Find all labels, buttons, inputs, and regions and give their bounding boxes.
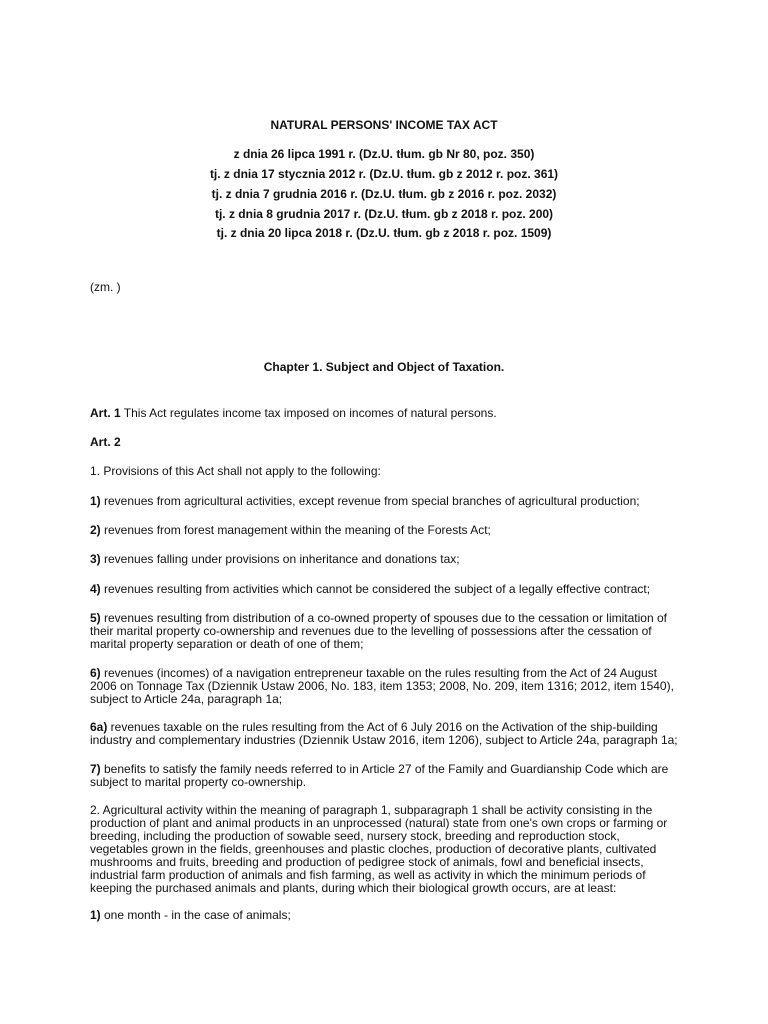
item-number: 7) bbox=[90, 762, 101, 776]
chapter-title: Chapter 1. Subject and Object of Taxation. bbox=[263, 360, 505, 374]
list-item bbox=[90, 495, 680, 508]
list-item bbox=[90, 612, 680, 651]
item-text: revenues taxable on the rules resulting from the Act of 6 July 2016 on the Activation of the ship-building industry and complementary industries (Dziennik Ustaw 2016, item 1206), subject to Article 24a, paragraph 1a; bbox=[90, 720, 678, 747]
article-2-label: Art. 2 bbox=[90, 435, 121, 449]
article-text: This Act regulates income tax imposed on incomes of natural persons. bbox=[120, 406, 497, 420]
article-label: Art. 1 bbox=[90, 406, 121, 420]
paragraph-1-intro: 1. Provisions of this Act shall not apply to the following: bbox=[90, 464, 381, 478]
list-item bbox=[90, 763, 680, 789]
item-text: benefits to satisfy the family needs referred to in Article 27 of the Family and Guardianship Code which are subject to marital property co-ownership. bbox=[90, 762, 669, 789]
item-text: one month - in the case of animals; bbox=[100, 908, 291, 922]
publication-date-line: tj. z dnia 17 stycznia 2012 r. (Dz.U. tłum. gb z 2012 r. poz. 361) bbox=[209, 167, 559, 181]
item-number: 3) bbox=[90, 552, 101, 566]
item-number: 6) bbox=[90, 666, 101, 680]
item-text: revenues (incomes) of a navigation entrepreneur taxable on the rules resulting from the Act of 24 August 2006 on Tonnage Tax (Dziennik Ustaw 2006, No. 183, item 1353; 2008, No. 209, item 1316; 2012, item 1540), subject to Article 24a, paragraph 1a; bbox=[90, 666, 674, 706]
publication-date-line: tj. z dnia 7 grudnia 2016 r. (Dz.U. tłum. gb z 2016 r. poz. 2032) bbox=[211, 187, 557, 201]
list-item bbox=[90, 909, 680, 922]
item-number: 4) bbox=[90, 582, 101, 596]
list-item bbox=[90, 721, 680, 747]
publication-date-line: tj. z dnia 20 lipca 2018 r. (Dz.U. tłum. gb z 2018 r. poz. 1509) bbox=[216, 226, 552, 240]
item-number: 5) bbox=[90, 611, 101, 625]
item-number: 1) bbox=[90, 908, 101, 922]
item-number: 6a) bbox=[90, 720, 108, 734]
item-text: revenues resulting from activities which cannot be considered the subject of a legally effective contract; bbox=[100, 582, 651, 596]
item-number: 2) bbox=[90, 523, 101, 537]
publication-date-line: tj. z dnia 8 grudnia 2017 r. (Dz.U. tłum. gb z 2018 r. poz. 200) bbox=[214, 207, 554, 221]
item-text: revenues falling under provisions on inheritance and donations tax; bbox=[100, 552, 460, 566]
document-title: NATURAL PERSONS' INCOME TAX ACT bbox=[270, 118, 498, 132]
list-item bbox=[90, 524, 680, 537]
item-text: revenues resulting from distribution of a co-owned property of spouses due to the cessation or limitation of their marital property co-ownership and revenues due to the levelling of possessions after the cessation of marital property separation or death of one of them; bbox=[90, 611, 667, 651]
list-item bbox=[90, 667, 680, 706]
list-item bbox=[90, 583, 680, 596]
publication-date-line: z dnia 26 lipca 1991 r. (Dz.U. tłum. gb Nr 80, poz. 350) bbox=[233, 147, 535, 161]
article-1 bbox=[90, 407, 680, 420]
item-text: revenues from agricultural activities, except revenue from special branches of agricultural production; bbox=[100, 494, 640, 508]
item-text: revenues from forest management within the meaning of the Forests Act; bbox=[100, 523, 491, 537]
item-number: 1) bbox=[90, 494, 101, 508]
paragraph-2: 2. Agricultural activity within the meaning of paragraph 1, subparagraph 1 shall be activity consisting in the production of plant and animal products in an unprocessed (natural) state from one's own crops or farming or breeding, including the production of sowable seed, nursery stock, breeding and reproduction stock, vegetables grown in the fields, greenhouses and plastic cloches, production of decorative plants, cultivated mushrooms and fruits, breeding and production of pedigree stock of animals, fowl and beneficial insects, industrial farm production of animals and fish farming, as well as activity in which the minimum periods of keeping the purchased animals and plants, during which their biological growth occurs, are at least: bbox=[90, 803, 668, 895]
list-item bbox=[90, 553, 680, 566]
amendments-note: (zm. ) bbox=[90, 280, 121, 294]
